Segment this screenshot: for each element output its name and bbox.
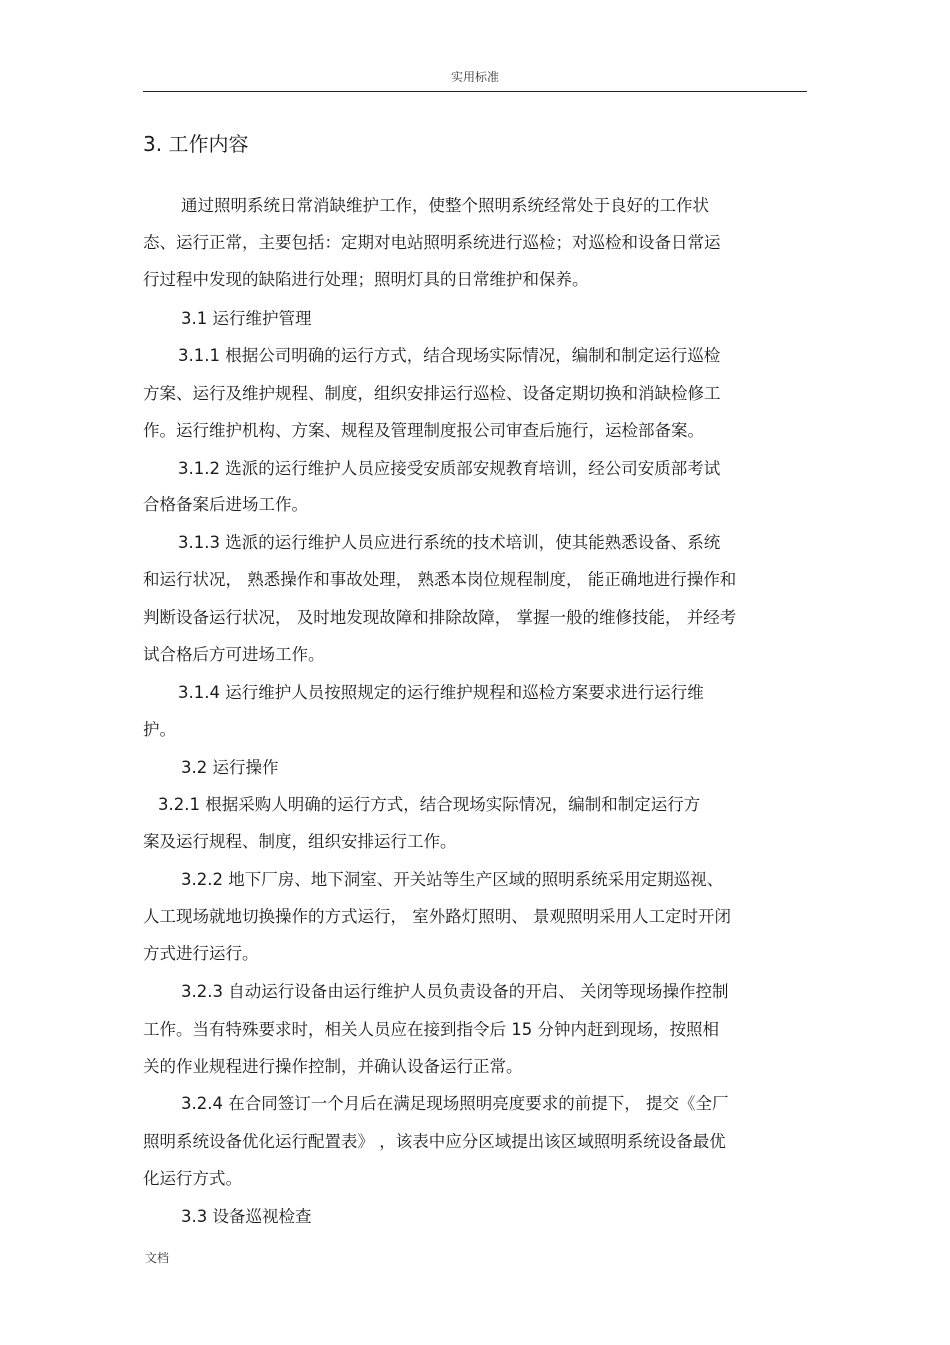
body-line: 化运行方式。 <box>143 1169 242 1188</box>
subsection-heading: 3.3 设备巡视检查 <box>181 1207 312 1226</box>
body-line: 工作。当有特殊要求时，相关人员应在接到指令后 15 分钟内赶到现场，按照相 <box>143 1020 719 1039</box>
body-line: 3.2.4 在合同签订一个月后在满足现场照明亮度要求的前提下， 提交《全厂 <box>181 1094 729 1113</box>
body-line: 方案、运行及维护规程、制度，组织安排运行巡检、设备定期切换和消缺检修工 <box>143 384 721 403</box>
body-line: 3.1.4 运行维护人员按照规定的运行维护规程和巡检方案要求进行运行维 <box>178 683 704 702</box>
subsection-heading: 3.1 运行维护管理 <box>181 309 312 328</box>
page-header: 实用标准 <box>450 70 499 84</box>
body-line: 3.2.3 自动运行设备由运行维护人员负责设备的开启、 关闭等现场操作控制 <box>181 982 729 1001</box>
body-line: 照明系统设备优化运行配置表》 ，该表中应分区域提出该区域照明系统设备最优 <box>143 1132 726 1151</box>
section-title: 3. 工作内容 <box>143 132 249 156</box>
body-line: 3.1.2 选派的运行维护人员应接受安质部安规教育培训，经公司安质部考试 <box>178 459 721 478</box>
body-line: 态、运行正常，主要包括：定期对电站照明系统进行巡检；对巡检和设备日常运 <box>143 233 721 252</box>
body-line: 合格备案后进场工作。 <box>143 495 308 514</box>
body-line: 作。运行维护机构、方案、规程及管理制度报公司审查后施行，运检部备案。 <box>143 421 704 440</box>
body-line: 护。 <box>143 720 176 739</box>
body-line: 3.1.1 根据公司明确的运行方式，结合现场实际情况，编制和制定运行巡检 <box>178 346 721 365</box>
subsection-heading: 3.2 运行操作 <box>181 758 279 777</box>
body-line: 案及运行规程、制度，组织安排运行工作。 <box>143 832 457 851</box>
body-line: 人工现场就地切换操作的方式运行， 室外路灯照明、 景观照明采用人工定时开闭 <box>143 907 731 926</box>
body-line: 3.1.3 选派的运行维护人员应进行系统的技术培训，使其能熟悉设备、系统 <box>178 533 721 552</box>
header-rule <box>143 91 807 92</box>
page-footer: 文档 <box>145 1251 170 1265</box>
body-line: 试合格后方可进场工作。 <box>143 645 325 664</box>
body-line: 3.2.1 根据采购人明确的运行方式，结合现场实际情况，编制和制定运行方 <box>158 795 701 814</box>
body-line: 判断设备运行状况， 及时地发现故障和排除故障， 掌握一般的维修技能， 并经考 <box>143 608 737 627</box>
body-line: 行过程中发现的缺陷进行处理；照明灯具的日常维护和保养。 <box>143 270 589 289</box>
body-line: 通过照明系统日常消缺维护工作，使整个照明系统经常处于良好的工作状 <box>181 196 709 215</box>
body-line: 关的作业规程进行操作控制，并确认设备运行正常。 <box>143 1057 523 1076</box>
body-line: 和运行状况， 熟悉操作和事故处理， 熟悉本岗位规程制度， 能正确地进行操作和 <box>143 570 737 589</box>
body-line: 方式进行运行。 <box>143 944 259 963</box>
body-line: 3.2.2 地下厂房、地下洞室、开关站等生产区域的照明系统采用定期巡视、 <box>181 870 724 889</box>
